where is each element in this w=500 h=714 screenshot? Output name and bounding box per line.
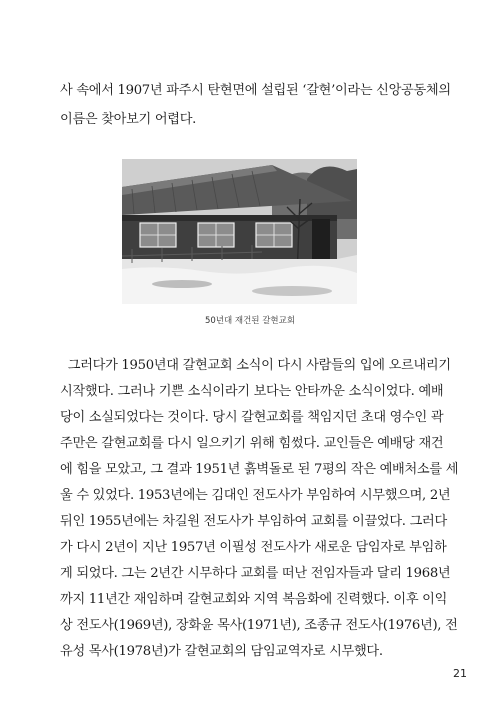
text-line: 유성 목사(1978년)가 갈현교회의 담임교역자로 시무했다. bbox=[60, 644, 383, 659]
text-line: 에 힘을 모았고, 그 결과 1951년 흙벽돌로 된 7평의 작은 예배처소를 세 bbox=[60, 462, 459, 477]
text-line: 상 전도사(1969년), 장화윤 목사(1971년), 조종규 전도사(1976년), 전 bbox=[60, 618, 458, 633]
text-line: 울 수 있었다. 1953년에는 김대인 전도사가 부임하여 시무했으며, 2년 bbox=[60, 488, 451, 503]
church-photo bbox=[122, 159, 357, 304]
text-line: 사 속에서 1907년 파주시 탄현면에 설립된 ‘갈현’이라는 신앙공동체의 bbox=[60, 83, 451, 98]
intro-paragraph bbox=[60, 76, 451, 134]
photo-caption: 50년대 재건된 갈현교회 bbox=[204, 316, 296, 326]
text-line: 주만은 갈현교회를 다시 일으키기 위해 힘썼다. 교인들은 예배당 재건 bbox=[60, 436, 444, 451]
text-line: 시작했다. 그러나 기쁜 소식이라기 보다는 안타까운 소식이었다. 예배 bbox=[60, 384, 444, 399]
page-number: 21 bbox=[453, 667, 467, 680]
text-line: 뒤인 1955년에는 차길원 전도사가 부임하여 교회를 이끌었다. 그러다 bbox=[60, 514, 447, 529]
text-line: 이름은 찾아보기 어렵다. bbox=[60, 112, 197, 127]
body-paragraph bbox=[60, 353, 459, 665]
text-line: 가 다시 2년이 지난 1957년 이필성 전도사가 새로운 담임자로 부임하 bbox=[60, 540, 447, 555]
text-line: 당이 소실되었다는 것이다. 당시 갈현교회를 책임지던 초대 영수인 곽 bbox=[60, 410, 444, 425]
text-line: 까지 11년간 재임하며 갈현교회와 지역 복음화에 진력했다. 이후 이익 bbox=[60, 592, 448, 607]
text-line: 게 되었다. 그는 2년간 시무하다 교회를 떠난 전임자들과 달리 1968년 bbox=[60, 566, 451, 581]
text-line: 그러다가 1950년대 갈현교회 소식이 다시 사람들의 입에 오르내리기 bbox=[60, 358, 451, 373]
